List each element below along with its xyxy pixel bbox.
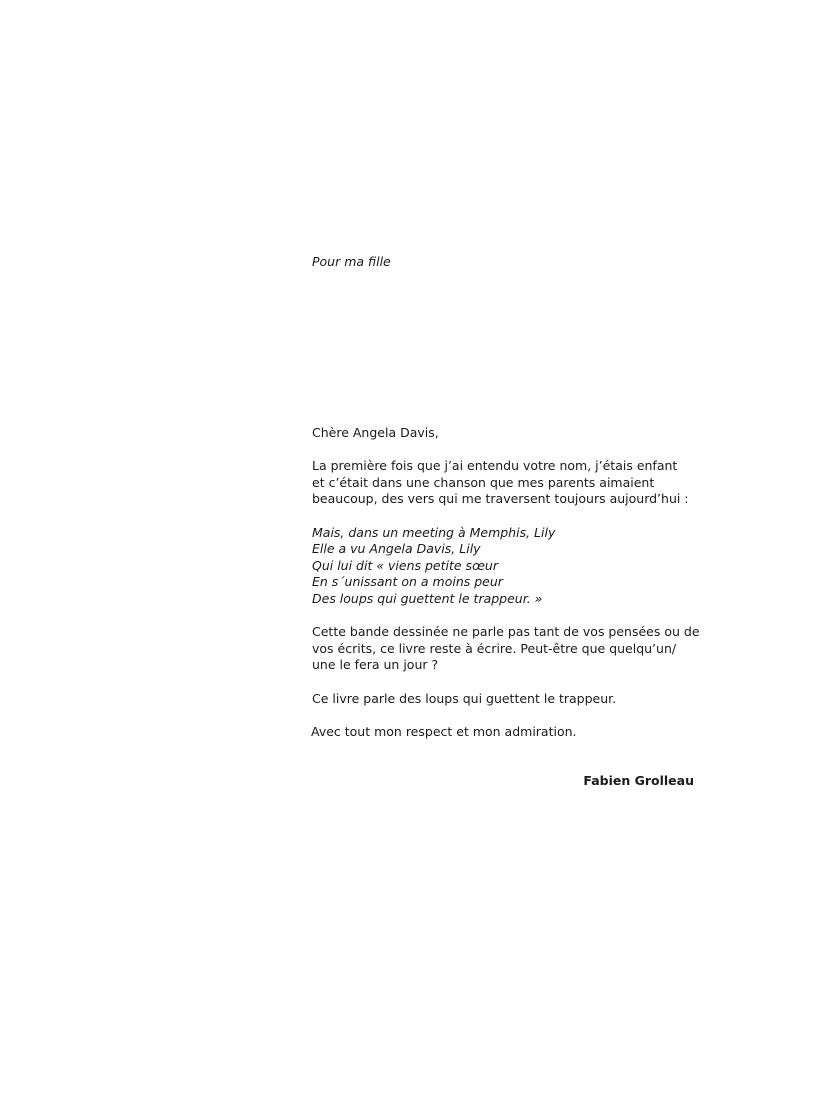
verse-line: Qui lui dit « viens petite sœur (312, 557, 498, 573)
salutation: Chère Angela Davis, (312, 425, 439, 440)
verse-line: Des loups qui guettent le trappeur. » (312, 590, 543, 606)
song-verse (312, 525, 697, 608)
intro-paragraph (312, 458, 697, 508)
statement-paragraph: Ce livre parle des loups qui guettent le trappeur. (312, 690, 617, 706)
body-line: une le fera un jour ? (312, 657, 439, 673)
body-line: vos écrits, ce livre reste à écrire. Peut-être que quelqu’un/ (312, 640, 677, 656)
intro-line: beaucoup, des vers qui me traversent toujours aujourd’hui : (312, 491, 689, 507)
verse-line: Elle a vu Angela Davis, Lily (312, 541, 481, 557)
dedication: Pour ma fille (312, 254, 391, 269)
letter (311, 425, 700, 757)
intro-line: et c’était dans une chanson que mes parents aimaient (312, 474, 655, 490)
author-signature: Fabien Grolleau (583, 773, 694, 788)
body-paragraph (312, 624, 700, 674)
body-line: Cette bande dessinée ne parle pas tant de vos pensées ou de (312, 624, 700, 640)
verse-line: En s´unissant on a moins peur (312, 574, 503, 590)
verse-line: Mais, dans un meeting à Memphis, Lily (312, 524, 556, 540)
closing-paragraph: Avec tout mon respect et mon admiration. (311, 723, 577, 739)
intro-line: La première fois que j’ai entendu votre nom, j’étais enfant (312, 458, 678, 474)
